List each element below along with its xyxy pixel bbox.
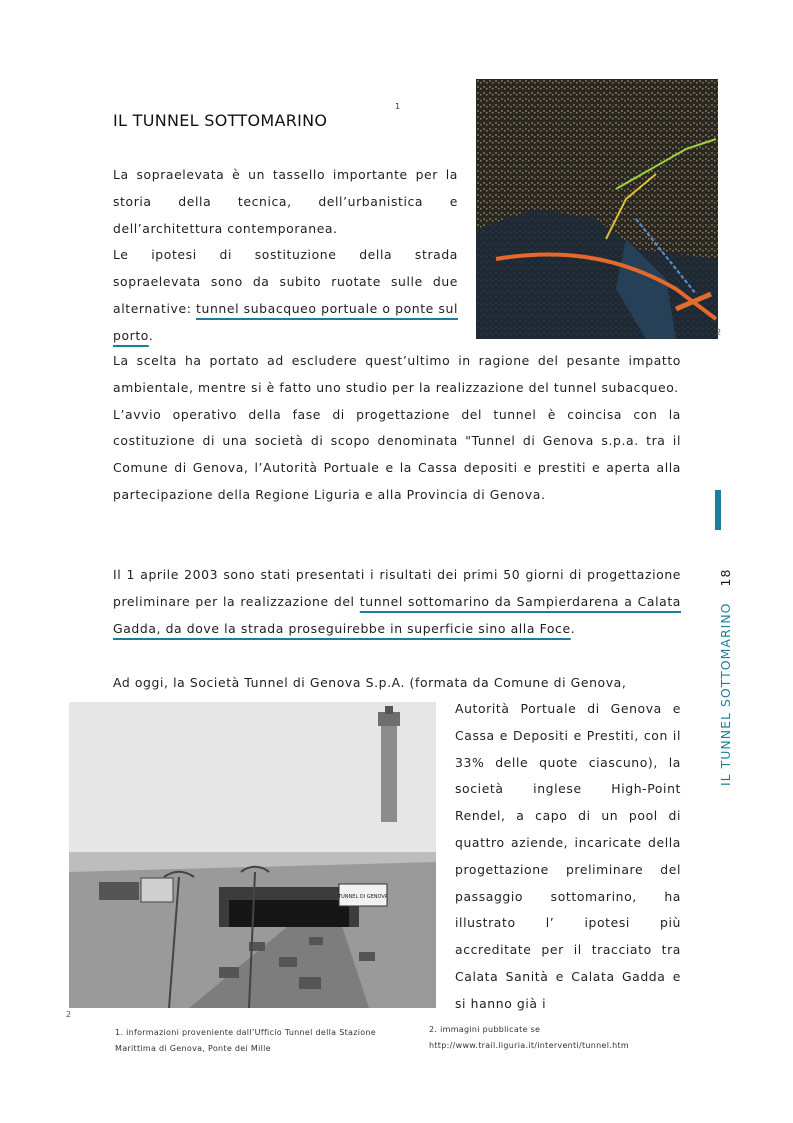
paragraph-text: La sopraelevata è un tassello importante per la storia della tecnica, dell’urbanistica e dell’architettura contemporanea. [113, 167, 458, 236]
paragraph-text: Le ipotesi di sostituzione della strada sopraelevata sono da subito ruotate sulle due alternative: [113, 247, 458, 316]
page-number: 18 [718, 568, 733, 587]
paragraph-intro [113, 162, 458, 350]
aerial-photo-graphic [476, 79, 718, 339]
paragraph-text: . [570, 620, 576, 636]
highlight-tunnel-route: tunnel sottomarino da Sampierdarena a Calata Gadda, da dove la strada proseguirebbe in superficie sino alla Foce [113, 593, 681, 636]
footnote-2 [429, 1022, 689, 1054]
paragraph-text: L’avvio operativo della fase di progettazione del tunnel è coincisa con la costituzione di una società di scopo denominata "Tunnel di Genova s.p.a. tra il Comune di Genova, l’Autorità Portuale e la Cassa depositi e prestiti e aperta alla partecipazione della Regione Liguria e alla Provincia di Genova. [113, 406, 681, 502]
vertical-section-label [718, 569, 733, 786]
page-title: IL TUNNEL SOTTOMARINO [113, 111, 328, 130]
paragraph-text: . [148, 327, 154, 343]
footnote-2-url: http://www.trail.liguria.it/interventi/tunnel.htm [429, 1041, 630, 1050]
footnote-1: 1. informazioni proveniente dall’Ufficio Tunnel della Stazione Marittima di Genova, Ponte dei Mille [115, 1028, 377, 1053]
footnote-ref-1: 1 [395, 102, 401, 111]
highlight-alternatives: tunnel subacqueo portuale o ponte sul porto [113, 300, 458, 343]
paragraph-choice [113, 348, 681, 509]
footnote-2-label: 2. immagini pubblicate se [429, 1025, 541, 1034]
tunnel-sign: TUNNEL DI GENOVA [338, 894, 388, 900]
tunnel-render-graphic [69, 702, 436, 1008]
paragraph-presentation [113, 562, 681, 642]
paragraph-today-continued: Autorità Portuale di Genova e Cassa e Depositi e Prestiti, con il 33% delle quote ciascuno), la società inglese High-Point Rendel, a capo di un pool di quattro aziende, incaricate della progettazione preliminare del passaggio sottomarino, ha illustrato l’ ipotesi più accreditate per il tracciato tra Calata Sanità e Calata Gadda e si hanno già i [455, 701, 681, 1011]
figure-number: 2 [66, 1010, 72, 1019]
aerial-photo-genova [476, 79, 718, 339]
tunnel-render-image [69, 702, 436, 1008]
paragraph-text: La scelta ha portato ad escludere quest’ultimo in ragione del pesante impatto ambientale, mentre si è fatto uno studio per la realizzazione del tunnel subacqueo. [113, 353, 681, 395]
section-name: IL TUNNEL SOTTOMARINO [718, 602, 733, 786]
paragraph-today: Ad oggi, la Società Tunnel di Genova S.p.A. (formata da Comune di Genova, [113, 675, 627, 690]
figure-number: 2 [716, 328, 722, 337]
accent-bar [715, 490, 721, 530]
paragraph-text: Il 1 aprile 2003 sono stati presentati i risultati dei primi 50 giorni di progettazione preliminare per la realizzazione del [113, 567, 681, 609]
